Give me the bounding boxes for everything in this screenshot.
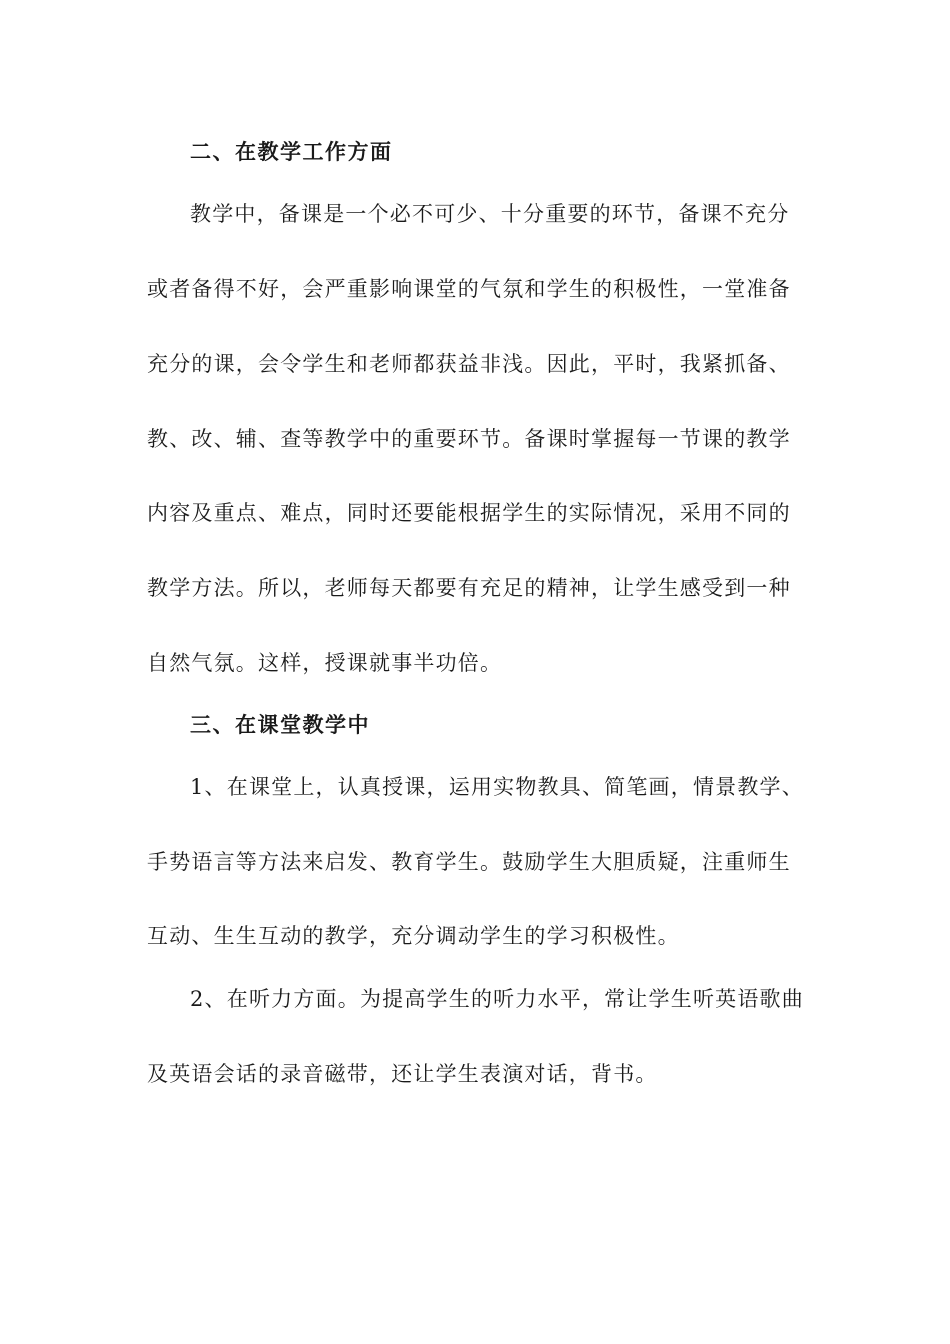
paragraph-line: 充分的课，会令学生和老师都获益非浅。因此，平时，我紧抓备、 [147,352,791,376]
paragraph-line: 1、在课堂上，认真授课，运用实物教具、简笔画，情景教学、 [190,775,804,799]
paragraph-line: 教学方法。所以，老师每天都要有充足的精神，让学生感受到一种 [147,576,791,600]
paragraph-line: 内容及重点、难点，同时还要能根据学生的实际情况，采用不同的 [147,501,791,525]
paragraph-line: 及英语会话的录音磁带，还让学生表演对话，背书。 [147,1062,658,1086]
section-heading-classroom-teaching: 三、在课堂教学中 [190,712,370,737]
paragraph-line: 教、改、辅、查等教学中的重要环节。备课时掌握每一节课的教学 [147,427,791,451]
paragraph-line: 或者备得不好，会严重影响课堂的气氛和学生的积极性，一堂准备 [147,277,791,301]
paragraph-line: 互动、生生互动的教学，充分调动学生的学习积极性。 [147,924,680,948]
section-heading-teaching-work: 二、在教学工作方面 [190,139,393,164]
paragraph-line: 自然气氛。这样，授课就事半功倍。 [147,651,503,675]
paragraph-line: 2、在听力方面。为提高学生的听力水平，常让学生听英语歌曲 [190,987,804,1011]
paragraph-line: 教学中，备课是一个必不可少、十分重要的环节，备课不充分 [190,202,790,226]
paragraph-line: 手势语言等方法来启发、教育学生。鼓励学生大胆质疑，注重师生 [147,850,791,874]
